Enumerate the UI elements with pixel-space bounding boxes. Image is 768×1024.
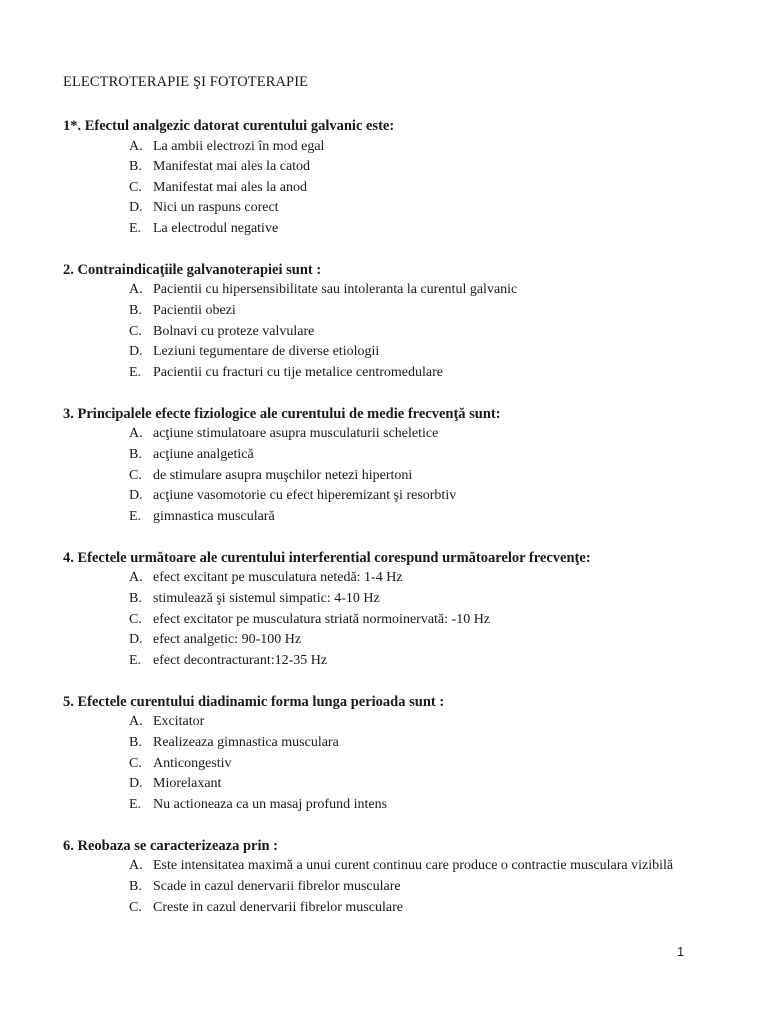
option-list: [63, 280, 723, 383]
option-text: acţiune stimulatoare asupra musculaturii scheletice: [153, 426, 439, 442]
option-letter: C.: [129, 899, 142, 915]
option-letter: C.: [129, 611, 142, 627]
option-letter: A.: [129, 138, 143, 154]
option-letter: A.: [129, 858, 143, 874]
option-letter: E.: [129, 508, 142, 524]
option-text: efect excitant pe musculatura netedă: 1-4 Hz: [153, 570, 403, 586]
option-text: gimnastica musculară: [153, 508, 275, 524]
option-item: [63, 137, 723, 158]
option-letter: C.: [129, 467, 142, 483]
option-text: Este intensitatea maximă a unui curent continuu care produce o contractie musculara vizibilă: [153, 858, 674, 874]
question-3: [63, 404, 723, 527]
option-item: [63, 507, 723, 528]
option-letter: D.: [129, 632, 143, 648]
option-item: [63, 630, 723, 651]
option-letter: B.: [129, 878, 142, 894]
option-letter: E.: [129, 796, 142, 812]
option-item: [63, 610, 723, 631]
option-text: efect decontracturant:12-35 Hz: [153, 652, 328, 668]
option-letter: E.: [129, 652, 142, 668]
option-item: [63, 219, 723, 240]
option-text: Realizeaza gimnastica musculara: [153, 734, 339, 750]
option-item: [63, 856, 723, 877]
option-letter: E.: [129, 364, 142, 380]
question-4: [63, 548, 723, 671]
option-letter: A.: [129, 570, 143, 586]
option-text: Nici un raspuns corect: [153, 200, 279, 216]
option-text: Bolnavi cu proteze valvulare: [153, 323, 315, 339]
question-text: 4. Efectele următoare ale curentului interferential corespund următoarelor frecvenţe:: [63, 549, 591, 566]
option-list: [63, 712, 723, 815]
option-text: Excitator: [153, 714, 205, 730]
option-text: Pacientii obezi: [153, 303, 236, 319]
option-item: [63, 877, 723, 898]
option-letter: A.: [129, 426, 143, 442]
option-letter: C.: [129, 755, 142, 771]
option-item: [63, 363, 723, 384]
question-text: 5. Efectele curentului diadinamic forma lunga perioada sunt :: [63, 693, 445, 710]
option-letter: B.: [129, 734, 142, 750]
option-letter: B.: [129, 591, 142, 606]
option-letter: D.: [129, 344, 143, 360]
question-text: 1*. Efectul analgezic datorat curentului galvanic este:: [63, 118, 395, 134]
option-list: [63, 137, 723, 240]
option-text: Miorelaxant: [153, 776, 222, 792]
option-text: efect excitator pe musculatura striată normoinervată: -10 Hz: [153, 611, 491, 627]
option-text: efect analgetic: 90-100 Hz: [153, 632, 302, 648]
option-item: [63, 178, 723, 199]
option-text: Pacientii cu hipersensibilitate sau intoleranta la curentul galvanic: [153, 282, 518, 298]
option-letter: B.: [129, 447, 142, 463]
option-item: [63, 198, 723, 219]
option-letter: D.: [129, 200, 143, 216]
option-letter: D.: [129, 776, 143, 792]
option-item: [63, 774, 723, 795]
option-list: [63, 424, 723, 527]
option-text: Scade in cazul denervarii fibrelor musculare: [153, 878, 401, 894]
option-item: [63, 424, 723, 445]
option-item: [63, 589, 723, 610]
option-item: [63, 568, 723, 589]
option-item: [63, 301, 723, 322]
option-item: [63, 342, 723, 363]
option-text: Anticongestiv: [153, 755, 232, 771]
question-6: [63, 836, 723, 918]
option-letter: B.: [129, 303, 142, 319]
option-item: [63, 445, 723, 466]
option-item: [63, 712, 723, 733]
option-list: [63, 856, 723, 918]
option-item: [63, 754, 723, 775]
option-letter: C.: [129, 179, 142, 195]
option-text: acţiune vasomotorie cu efect hiperemizant şi resorbtiv: [153, 488, 457, 504]
option-letter: B.: [129, 159, 142, 175]
option-item: [63, 651, 723, 672]
question-5: [63, 692, 723, 815]
option-text: stimulează şi sistemul simpatic: 4-10 Hz: [153, 591, 380, 606]
option-text: Pacientii cu fracturi cu tije metalice centromedulare: [153, 364, 443, 380]
option-item: [63, 733, 723, 754]
question-text: 2. Contraindicaţiile galvanoterapiei sunt :: [63, 261, 322, 278]
option-letter: A.: [129, 714, 143, 730]
option-item: [63, 795, 723, 816]
option-text: acţiune analgetică: [153, 447, 254, 463]
option-letter: E.: [129, 220, 142, 236]
option-letter: C.: [129, 323, 142, 339]
option-item: [63, 322, 723, 343]
option-text: Manifestat mai ales la catod: [153, 159, 311, 175]
question-text: 3. Principalele efecte fiziologice ale curentului de medie frecvenţă sunt:: [63, 405, 501, 422]
question-1: [63, 116, 723, 239]
option-text: La electrodul negative: [153, 220, 279, 236]
question-2: [63, 260, 723, 383]
option-item: [63, 898, 723, 919]
option-text: de stimulare asupra muşchilor netezi hipertoni: [153, 467, 413, 483]
option-text: Nu actioneaza ca un masaj profund intens: [153, 796, 388, 812]
option-text: La ambii electrozi în mod egal: [153, 138, 325, 154]
option-list: [63, 568, 723, 671]
option-text: Leziuni tegumentare de diverse etiologii: [153, 344, 380, 360]
option-item: [63, 486, 723, 507]
option-letter: D.: [129, 488, 143, 504]
option-text: Manifestat mai ales la anod: [153, 179, 307, 195]
question-text: 6. Reobaza se caracterizeaza prin :: [63, 837, 279, 854]
question-list: [63, 116, 723, 939]
option-item: [63, 280, 723, 301]
document-title: ELECTROTERAPIE ŞI FOTOTERAPIE: [63, 74, 309, 90]
option-text: Creste in cazul denervarii fibrelor musculare: [153, 899, 403, 915]
option-letter: A.: [129, 282, 143, 298]
option-item: [63, 466, 723, 487]
option-item: [63, 157, 723, 178]
page-number: 1: [677, 944, 685, 959]
